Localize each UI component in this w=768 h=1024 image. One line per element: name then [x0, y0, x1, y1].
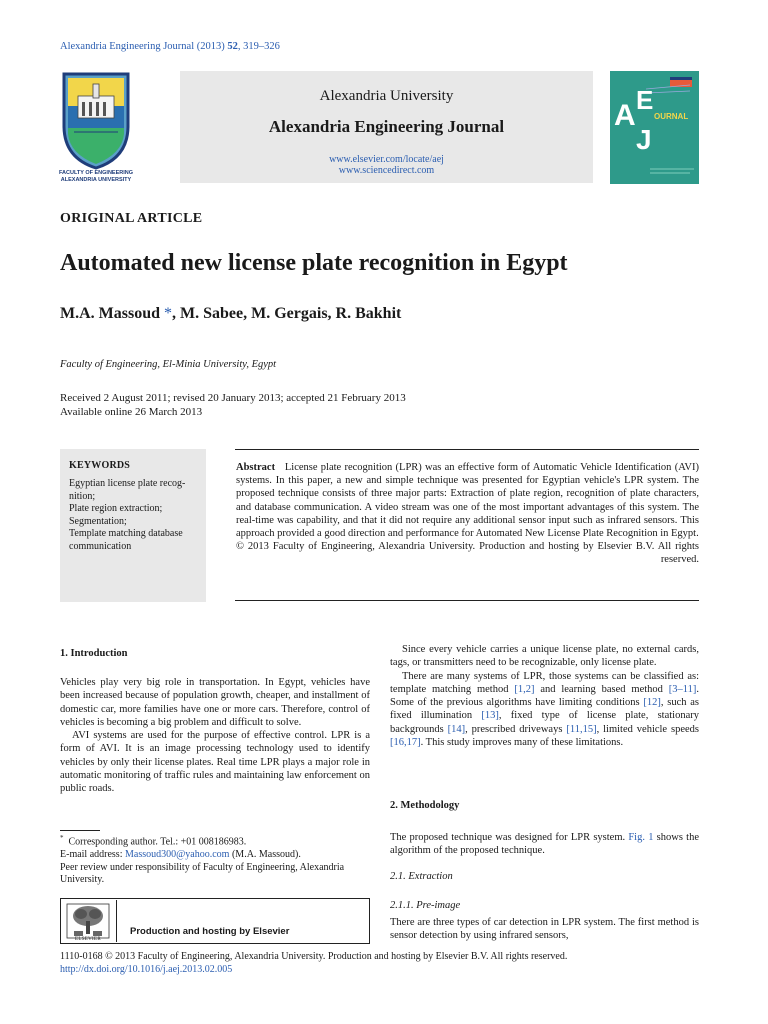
citation-pages: , 319–326: [237, 41, 280, 52]
email-label: E-mail address:: [60, 848, 125, 860]
email-link[interactable]: Massoud300@yahoo.com: [124, 848, 230, 860]
citation-link[interactable]: [12]: [643, 697, 661, 709]
p2-text-f: , prescribed driveways: [465, 723, 567, 735]
citation-prefix: Alexandria Engineering Journal (2013): [60, 41, 225, 52]
elsevier-url-link[interactable]: www.elsevier.com/locate/aej: [329, 154, 444, 165]
elsevier-tree-icon: [66, 901, 110, 941]
footnote-email: [60, 849, 370, 862]
affiliation: Faculty of Engineering, El-Minia University, Egypt: [60, 359, 277, 370]
corresponding-author-link[interactable]: *: [164, 305, 173, 322]
keyword-item: Egyptian license plate recog-nition;: [69, 478, 186, 502]
author-first: M.A. Massoud: [60, 305, 161, 322]
intro-heading: 1. Introduction: [60, 648, 128, 659]
elsevier-text: Production and hosting by Elsevier: [130, 926, 290, 937]
citation-link[interactable]: [3–11]: [668, 683, 697, 695]
authors-line: [60, 305, 401, 323]
cover-word: OURNAL: [654, 112, 689, 121]
keywords-heading: KEYWORDS: [69, 460, 131, 471]
journal-citation[interactable]: [60, 41, 280, 52]
footnote-rule: [60, 830, 100, 831]
cover-letter-j: J: [636, 124, 652, 155]
authors-rest: , M. Sabee, M. Gergais, R. Bakhit: [172, 305, 402, 322]
p2-text-b: and learning based method: [534, 683, 669, 695]
online-line: Available online 26 March 2013: [60, 406, 203, 418]
intro-paragraph-2: AVI systems are used for the purpose of effective control. LPR is a form of AVI. It is an image processing technology used to identify vehicles by only their license plates. Real time LPR plays a major role in automatic monitoring of traffic rules and maintaining law enforcement on public roads.: [60, 730, 370, 795]
p2-text-d: , such as fixed illumination: [390, 697, 699, 722]
p2-text-e: , fixed type of license plate, stationary backgrounds: [390, 710, 699, 735]
p2-text-g: , limited vehicle speeds: [596, 723, 700, 735]
figure-link[interactable]: Fig. 1: [628, 832, 654, 843]
extraction-heading: 2.1. Extraction: [390, 871, 453, 882]
elsevier-tag: ELSEVIER: [74, 937, 101, 942]
meth-text-b: shows the algorithm of the proposed technique.: [390, 832, 699, 857]
p2-text-a: There are many systems of LPR, those systems can be classified as: template matching method: [390, 670, 699, 695]
right-column-body: [390, 643, 699, 749]
journal-name: Alexandria Engineering Journal: [268, 117, 505, 136]
abstract-bottom-rule: [235, 600, 699, 601]
pre-image-body: [390, 916, 699, 943]
keyword-item: Plate region extraction;: [69, 503, 163, 515]
p2-text-h: . This study improves many of these limitations.: [420, 737, 624, 749]
citation-volume: 52: [227, 41, 238, 52]
intro-body: [60, 676, 370, 796]
footnote-peer-review: Peer review under responsibility of Faculty of Engineering, Alexandria University.: [60, 861, 345, 886]
intro-paragraph-1: Vehicles play very big role in transportation. In Egypt, vehicles have been increased because of population growth, cheaper, and installment of domestic car, more families have one or more cars. Therefore, control of vehicles is becoming a big problem and difficult to solve.: [60, 677, 370, 728]
received-line: Received 2 August 2011; revised 20 January 2013; accepted 21 February 2013: [60, 392, 406, 404]
journal-cover: [610, 71, 699, 184]
p2-text-c: . Some of the previous algorithms have limiting conditions: [390, 683, 699, 709]
right-paragraph-2: [390, 670, 699, 750]
pre-image-paragraph: There are three types of car detection in LPR system. The first method is sensor detection by using infrared sensors,: [390, 917, 699, 942]
footnote-corresponding: [60, 832, 370, 849]
abstract-text: License plate recognition (LPR) was an effective form of Automatic Vehicle Identification (AVI) systems. In this paper, a new and simple technique was presented for Egyptian vehicle's LPR system. The proposed technique consists of three major parts: Extraction of plate region, recognition of plate characters, and database communication. A video stream was one of the most important advantages of this system. The real-time was capability, and that it did not require any additional sensor input such as infrared sensors. This approach provided a good direction and performance for Automated New License Plate Recognition in Egypt.: [236, 462, 699, 540]
sciencedirect-url-link[interactable]: www.sciencedirect.com: [338, 165, 435, 176]
citation-link[interactable]: [1,2]: [514, 683, 535, 695]
methodology-paragraph: [390, 831, 699, 858]
pre-image-heading: 2.1.1. Pre-image: [390, 900, 461, 911]
citation-link[interactable]: [14]: [447, 723, 466, 735]
faculty-caption-line1: FACULTY OF ENGINEERING: [58, 170, 134, 176]
methodology-body: [390, 831, 699, 858]
faculty-caption-line2: ALEXANDRIA UNIVERSITY: [60, 177, 132, 183]
abstract-top-rule: [235, 449, 699, 450]
abstract-rights: © 2013 Faculty of Engineering, Alexandria University. Production and hosting by Elsevier B.V. All rights reserved.: [236, 541, 699, 566]
keyword-item: Segmentation;: [69, 515, 127, 527]
issn-line: 1110-0168 © 2013 Faculty of Engineering, Alexandria University. Production and hosting by Elsevier B.V. All rights reserved.: [60, 951, 568, 962]
received-dates: [60, 391, 406, 419]
doi-link[interactable]: http://dx.doi.org/10.1016/j.aej.2013.02.005: [60, 964, 233, 975]
right-paragraph-1: Since every vehicle carries a unique license plate, no external cards, tags, or transmitters need to be recognizable, only license plate.: [390, 644, 699, 669]
faculty-logo-icon: [60, 70, 132, 170]
methodology-heading: 2. Methodology: [390, 800, 460, 811]
cover-letter-e: E: [636, 85, 654, 115]
footnote-star: *: [60, 834, 64, 842]
article-title: Automated new license plate recognition in Egypt: [60, 250, 568, 276]
meth-text-a: The proposed technique was designed for LPR system.: [390, 832, 629, 843]
footnotes: [60, 832, 370, 887]
page-footer: [60, 950, 700, 976]
university-name: Alexandria University: [319, 88, 454, 104]
elsevier-separator: [116, 900, 117, 942]
abstract: [236, 461, 699, 567]
journal-cover-icon: [610, 71, 699, 184]
email-suffix: (M.A. Massoud).: [229, 848, 301, 860]
article-type-label: ORIGINAL ARTICLE: [60, 211, 203, 226]
cover-letter-a: A: [614, 99, 636, 132]
keywords-list: [69, 478, 201, 554]
citation-link[interactable]: [13]: [481, 710, 499, 722]
faculty-caption: [48, 170, 144, 184]
citation-link[interactable]: [11,15]: [566, 723, 597, 735]
abstract-label: Abstract: [236, 462, 276, 473]
keyword-item: Template matching database communication: [69, 528, 183, 552]
citation-link[interactable]: [16,17]: [390, 737, 421, 749]
footnote-corresponding-text: Corresponding author. Tel.: +01 008186983.: [68, 836, 247, 848]
